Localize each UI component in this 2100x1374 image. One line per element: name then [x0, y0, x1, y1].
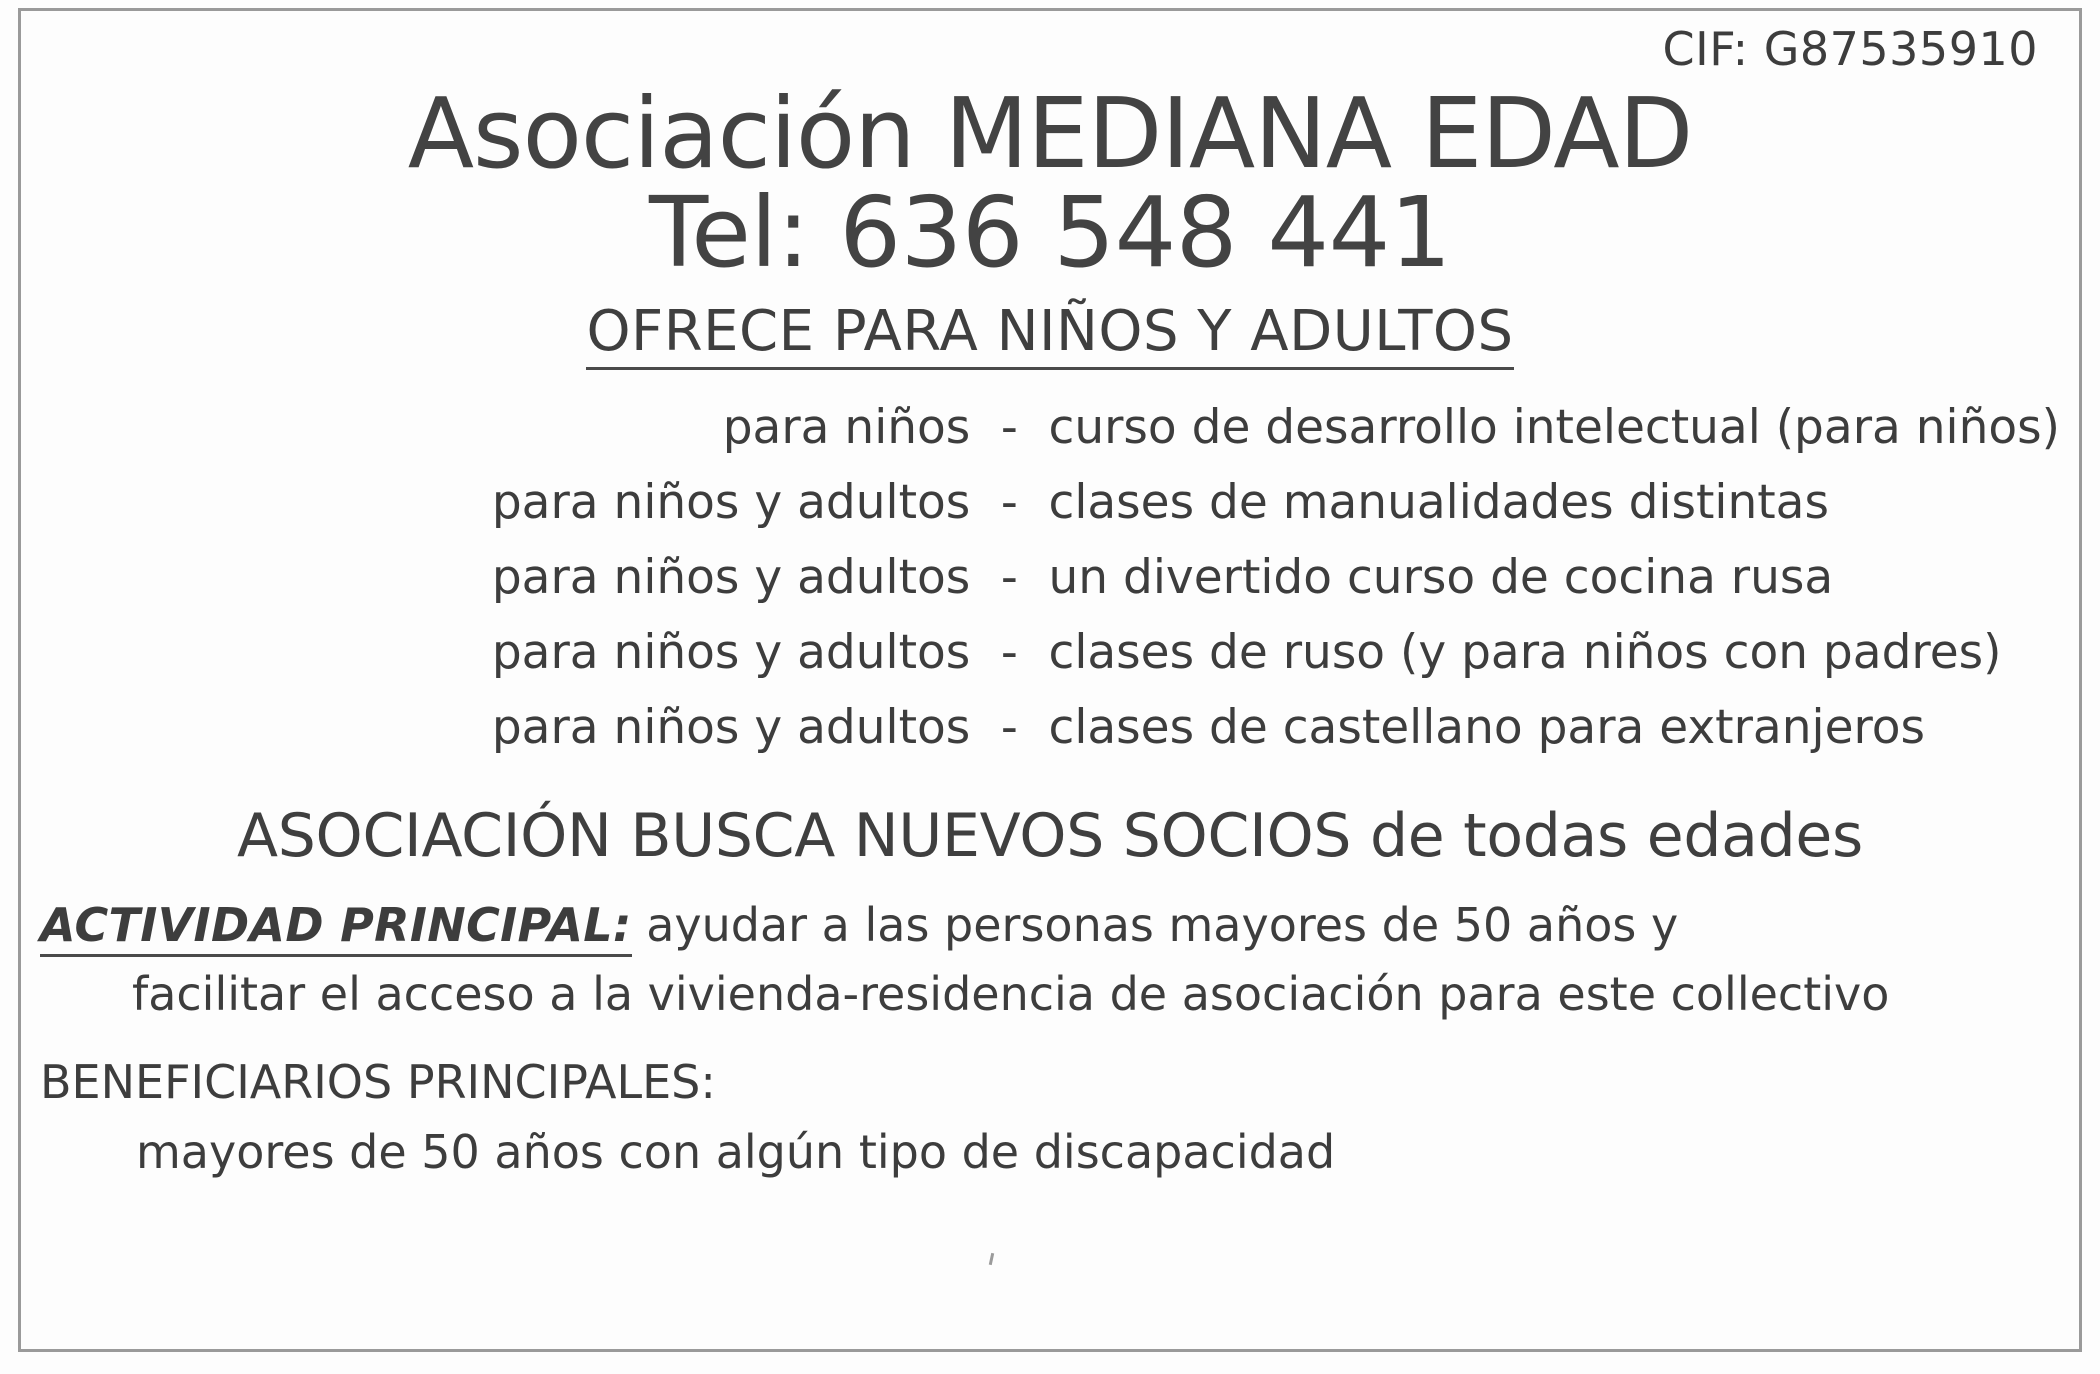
members-call	[40, 801, 2060, 871]
service-audience: para niños y adultos	[491, 550, 971, 606]
service-audience: para niños y adultos	[491, 625, 971, 681]
service-description: un divertido curso de cocina rusa	[1048, 550, 1834, 606]
members-call-rest: de todas edades	[1351, 801, 1863, 872]
list-item	[40, 390, 2060, 465]
offer-heading-text: OFRECE PARA NIÑOS Y ADULTOS	[586, 299, 1513, 370]
main-activity-label: ACTIVIDAD PRINCIPAL:	[40, 898, 632, 957]
list-item	[40, 690, 2060, 765]
main-activity-continuation: facilitar el acceso a la vivienda-residencia de asociación para este collectivo	[132, 966, 1890, 1021]
service-description: clases de castellano para extranjeros	[1048, 700, 1926, 756]
service-audience: para niños y adultos	[491, 475, 971, 531]
organization-title: Asociación MEDIANA EDAD	[407, 76, 1693, 190]
service-audience: para niños y adultos	[491, 700, 971, 756]
service-dash: -	[1000, 550, 1018, 606]
service-audience: para niños	[722, 400, 971, 456]
offer-heading	[40, 299, 2060, 364]
members-call-caps: ASOCIACIÓN BUSCA NUEVOS SOCIOS	[237, 801, 1352, 872]
phone-line: Tel: 636 548 441	[648, 175, 1451, 289]
beneficiaries-label: BENEFICIARIOS PRINCIPALES:	[40, 1054, 716, 1109]
list-item	[40, 540, 2060, 615]
service-description: clases de ruso (y para niños con padres)	[1048, 625, 2002, 681]
beneficiaries-block	[40, 1055, 2060, 1109]
service-description: clases de manualidades distintas	[1048, 475, 1829, 531]
service-dash: -	[1000, 475, 1018, 531]
service-dash: -	[1000, 400, 1018, 456]
list-item	[40, 465, 2060, 540]
cif-number: CIF: G87535910	[1662, 22, 2038, 76]
list-item	[40, 615, 2060, 690]
main-activity-value: ayudar a las personas mayores de 50 años y	[646, 898, 1679, 953]
services-list	[40, 390, 2060, 765]
service-description: curso de desarrollo intelectual (para niños)	[1048, 400, 2060, 456]
service-dash: -	[1000, 700, 1018, 756]
main-activity-block	[40, 897, 2060, 955]
beneficiaries-value: mayores de 50 años con algún tipo de discapacidad	[136, 1124, 1336, 1179]
service-dash: -	[1000, 625, 1018, 681]
